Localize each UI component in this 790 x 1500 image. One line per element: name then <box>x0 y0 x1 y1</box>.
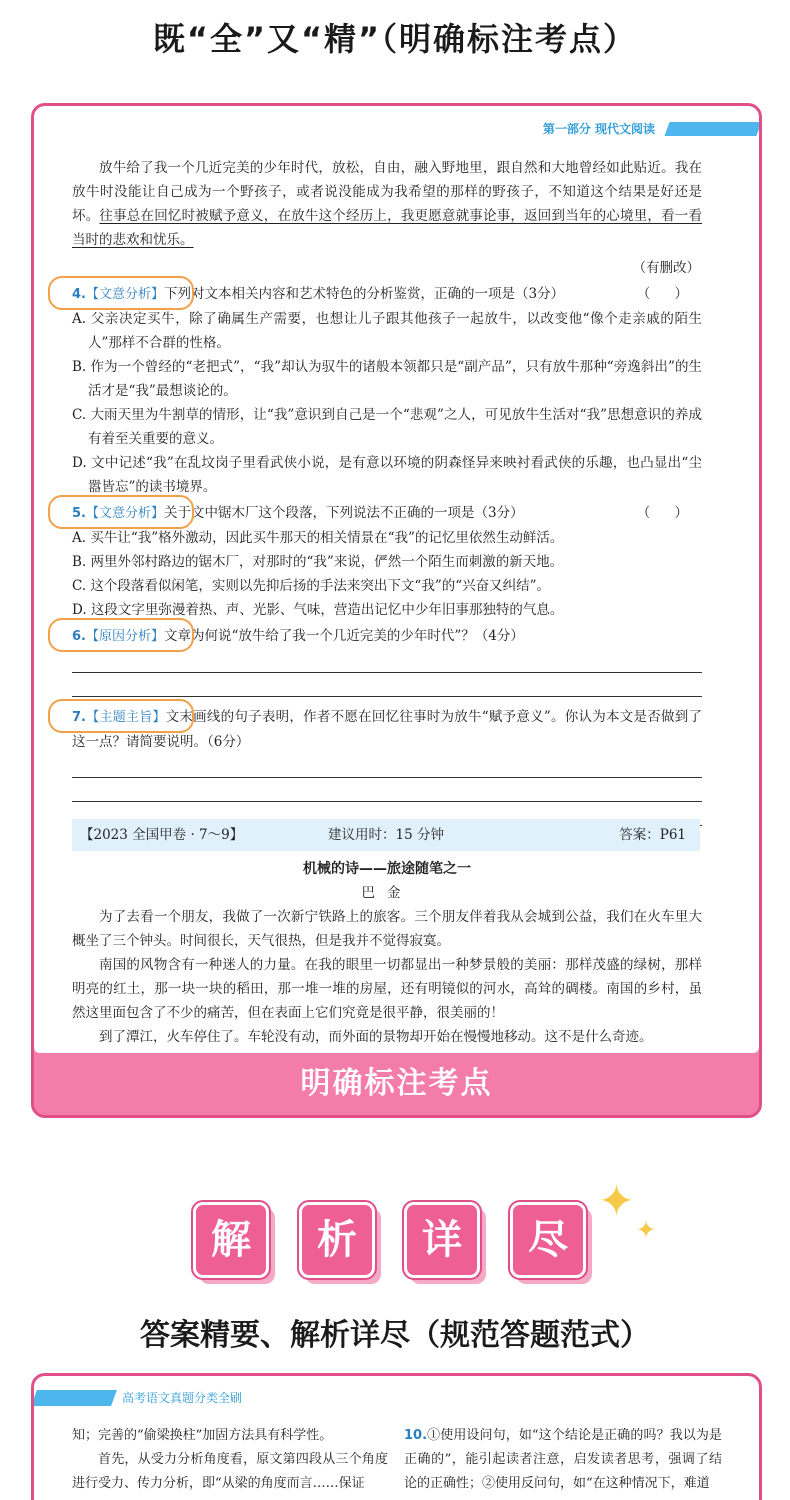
answer-page: 答案：P61 <box>619 827 686 843</box>
answer-text: 10.①使用设问句，如“这个结论是正确的吗？我以为是正确的”，能引起读者注意，启发读者思考，强调了结论的正确性；②使用反问句，如“在这种情况下，难道 <box>404 1428 722 1491</box>
underlined-sentence: 往事总在回忆时被赋予意义，在放牛这个经历上，我更愿意就事论事，返回到当年的心境里，看一看当时的悲欢和忧乐。 <box>72 208 703 248</box>
article-title: 机械的诗——旅途随笔之一 <box>303 861 471 877</box>
question-4 <box>72 282 702 499</box>
page-title: 既“全”又“精”（明确标注考点） <box>152 20 638 58</box>
card-caption: 明确标注考点 <box>34 1053 759 1115</box>
answer-line <box>72 673 702 697</box>
section-tag-bar <box>31 1390 117 1406</box>
option-b: B. 作为一个曾经的“老把式”，“我”却认为驭牛的诸般本领都只是“副产品”，只有放牛那种“旁逸斜出”的生活才是“我”最想谈论的。 <box>72 359 702 399</box>
answer-text: 首先，从受力分析角度看，原文第四段从三个角度进行受力、传力分析，即“从梁的角度而言……保证 <box>72 1452 388 1491</box>
question-tag: 【文意分析】 <box>85 506 164 521</box>
question-number: 5. <box>72 506 86 521</box>
stamp-char: 尽 <box>510 1202 586 1278</box>
section-tag-label: 高考语文真题分类全刷 <box>122 1391 243 1405</box>
question-stem: 关于文中锯木厂这个段落，下列说法不正确的一项是（3分） <box>164 505 524 521</box>
section-tag-bar <box>664 122 759 136</box>
answer-column-left <box>72 1424 388 1496</box>
sample-page <box>34 106 759 1053</box>
exam-source: 【2023 全国甲卷 · 7～9】 <box>80 827 244 843</box>
answer-page-card <box>31 1373 762 1500</box>
answer-parens: （ ） <box>636 286 698 302</box>
option-d: D. 文中记述“我”在乱坟岗子里看武侠小说，是有意以环境的阴森怪异来映衬看武侠的乐趣，也凸显出“尘嚣皆忘”的读书境界。 <box>72 455 702 495</box>
edit-note: （有删改） <box>632 260 700 276</box>
option-a: A. 父亲决定买牛，除了确属生产需要，也想让儿子跟其他孩子一起放牛，以改变他“像个走亲戚的陌生人”那样不合群的性格。 <box>72 311 702 351</box>
stamp-char: 析 <box>299 1202 375 1278</box>
sparkle-icon: ✦ <box>636 1216 657 1244</box>
answer-text: 知；完善的“偷梁换柱”加固方法具有科学性。 <box>72 1428 333 1443</box>
question-number: 4. <box>72 287 86 302</box>
article-paragraph: 为了去看一个朋友，我做了一次新宁铁路上的旅客。三个朋友伴着我从会城到公益，我们在火车里大概坐了三个钟头。时间很长，天气很热，但是我并不觉得寂寞。 <box>72 909 702 949</box>
option-a: A. 买牛让“我”格外激动，因此买牛那天的相关情景在“我”的记忆里依然生动鲜活。 <box>72 530 564 546</box>
question-tag: 【原因分析】 <box>85 629 164 644</box>
question-tag: 【文意分析】 <box>85 287 164 302</box>
question-stem: 文章为何说“放牛给了我一个几近完美的少年时代”？（4分） <box>164 628 524 644</box>
option-d: D. 这段文字里弥漫着热、声、光影、气味，营造出记忆中少年旧事那独特的气息。 <box>72 602 564 618</box>
answer-line <box>72 649 702 673</box>
question-stem: 下列对文本相关内容和艺术特色的分析鉴赏，正确的一项是（3分） <box>164 286 565 302</box>
article-paragraph: 南国的风物含有一种迷人的力量。在我的眼里一切都显出一种梦景般的美丽：那样茂盛的绿树，那样明亮的红土，那一块一块的稻田，那一堆一堆的房屋，还有明镜似的河水，高耸的碉楼。南国的乡村，虽然这里面包含了不少的痛苦，但在表面上它们究竟是很平静，很美丽的！ <box>72 957 702 1021</box>
option-c: C. 这个段落看似闲笔，实则以先抑后扬的手法来突出下文“我”的“兴奋又纠结”。 <box>72 578 551 594</box>
article-author: 巴金 <box>361 885 413 901</box>
question-number: 6. <box>72 629 86 644</box>
exam-info-bar <box>72 819 700 851</box>
suggested-time: 建议用时：15 分钟 <box>328 827 444 843</box>
option-c: C. 大雨天里为牛割草的情形，让“我”意识到自己是一个“悲观”之人，可见放牛生活对“我”思想意识的养成有着至关重要的意义。 <box>72 407 702 447</box>
answer-column-right <box>404 1424 722 1496</box>
question-6 <box>72 624 702 697</box>
section-tag-label: 第一部分 现代文阅读 <box>542 122 655 136</box>
question-5 <box>72 501 702 622</box>
article-paragraph: 到了潭江，火车停住了。车轮没有动，而外面的景物却开始在慢慢地移动。这不是什么奇迹。 <box>99 1029 653 1045</box>
option-b: B. 两里外邻村路边的锯木厂，对那时的“我”来说，俨然一个陌生而刺激的新天地。 <box>72 554 564 570</box>
sample-page-card <box>31 103 762 1118</box>
feature-stamps <box>193 1202 593 1282</box>
answer-line <box>72 754 702 778</box>
section-tag <box>34 1390 243 1406</box>
question-tag: 【主题主旨】 <box>85 710 166 725</box>
question-number: 7. <box>72 710 86 725</box>
sparkle-icon: ✦ <box>598 1176 635 1227</box>
answer-number: 10. <box>404 1428 428 1443</box>
answer-parens: （ ） <box>636 505 698 521</box>
question-stem: 文末画线的句子表明，作者不愿在回忆往事时为放牛“赋予意义”。你认为本文是否做到了这一点？请简要说明。（6分） <box>72 709 702 750</box>
question-area <box>72 156 702 826</box>
section-subtitle: 答案精要、解析详尽（规范答题范式） <box>140 1318 650 1353</box>
question-7 <box>72 705 702 826</box>
reading-article <box>72 857 702 1049</box>
stamp-char: 解 <box>193 1202 269 1278</box>
stamp-char: 详 <box>404 1202 480 1278</box>
answer-line <box>72 778 702 802</box>
passage-paragraph: 放牛给了我一个几近完美的少年时代，放松，自由，融入野地里，跟自然和大地曾经如此贴近。我在放牛时没能让自己成为一个野孩子，或者说没能成为我希望的那样的野孩子，不知道这个结果是好还是坏。往事总在回忆时被赋予意义，在放牛这个经历上，我更愿意就事论事，返回到当年的心境里，看一看当时的悲欢和忧乐。 <box>72 160 703 248</box>
